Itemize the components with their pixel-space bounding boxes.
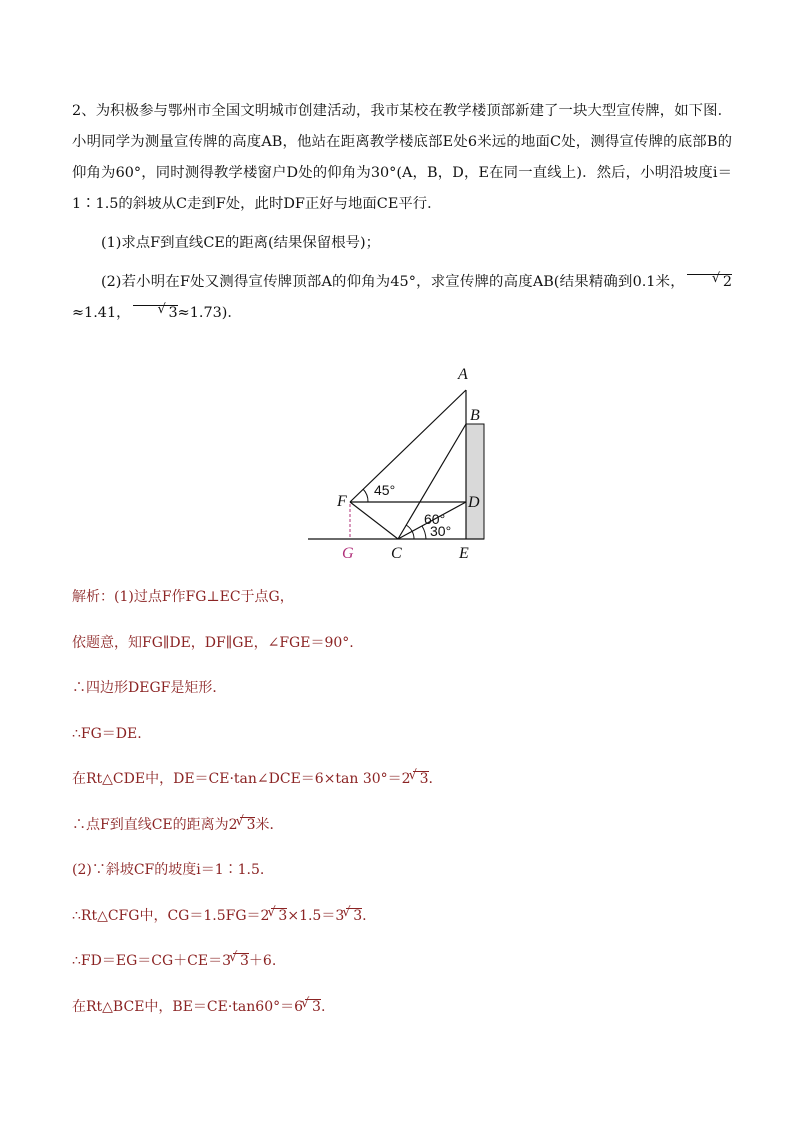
solution-line-10-end: .	[320, 998, 326, 1015]
question-2-approx-3: ≈1.73)．	[177, 305, 242, 321]
label-e: E	[459, 545, 469, 562]
label-a: A	[458, 366, 468, 383]
arc-45	[363, 489, 368, 502]
label-angle-60: 60°	[424, 511, 446, 527]
sqrt-3: √ 3	[413, 771, 429, 786]
sqrt-2: √ 2	[687, 274, 732, 289]
solution-line-3: ∴四边形DEGF是矩形．	[72, 680, 227, 696]
arc-30	[422, 526, 426, 539]
solution-line-10-text: 在Rt△BCE中，BE＝CE·tan60°＝6	[72, 998, 304, 1015]
solution-line-9-text: ∴FD＝EG＝CG＋CE＝3	[72, 953, 231, 969]
solution-line-9	[72, 950, 732, 972]
line-fc	[350, 502, 398, 539]
question-2-text: (2)若小明在F处又测得宣传牌顶部A的仰角为45°，求宣传牌的高度AB(结果精确到0.1米，	[101, 274, 685, 290]
line-fa	[350, 390, 466, 502]
label-angle-30: 30°	[430, 523, 452, 539]
label-f: F	[337, 493, 347, 510]
problem-text: 2、为积极参与鄂州市全国文明城市创建活动，我市某校在教学楼顶部新建了一块大型宣传牌，如下图．小明同学为测量宣传牌的高度AB，他站在距离教学楼底部E处6米远的地面C处，测得宣传牌的底部B的仰角为60°，同时测得教学楼窗户D处的仰角为30°(A，B，D，E在同一直线上)．然后，小明沿坡度i＝1∶1.5的斜坡从C走到F处，此时DF正好与地面CE平行．	[72, 103, 732, 212]
solution-line-2: 依题意，知FG∥DE，DF∥GE，∠FGE＝90°.	[72, 634, 354, 651]
solution-line-8-mid: ×1.5＝3	[287, 907, 345, 924]
solution-line-7: (2)∵斜坡CF的坡度i＝1∶1.5.	[72, 862, 265, 878]
label-c: C	[391, 545, 402, 562]
label-d: D	[468, 494, 480, 511]
solution-line-10	[72, 996, 732, 1018]
solution-line-8	[72, 905, 732, 927]
solution-line-5-end: .	[428, 771, 433, 787]
problem-statement	[72, 96, 732, 329]
question-2	[72, 267, 732, 329]
label-b: B	[470, 407, 480, 424]
label-g: G	[342, 545, 354, 562]
solution-line-6-text: ∴点F到直线CE的距离为2	[72, 816, 238, 833]
sqrt-3: √ 3	[346, 908, 362, 923]
label-angle-45: 45°	[374, 482, 396, 498]
solution	[72, 586, 732, 1041]
question-1: (1)求点F到直线CE的距离(结果保留根号)；	[101, 235, 380, 251]
solution-line-1: 解析：(1)过点F作FG⊥EC于点G，	[72, 589, 294, 605]
solution-line-9-end: ＋6.	[248, 953, 277, 969]
solution-line-8-text: ∴Rt△CFG中，CG＝1.5FG＝2	[72, 907, 270, 924]
sqrt-3: √ 3	[233, 953, 249, 968]
sqrt-3: √ 3	[305, 999, 321, 1014]
solution-line-4: ∴FG＝DE.	[72, 725, 142, 742]
question-2-approx-2: ≈1.41，	[72, 305, 131, 321]
building-wall	[466, 424, 484, 539]
solution-line-8-end: .	[362, 907, 367, 924]
solution-line-5	[72, 768, 732, 790]
geometry-figure	[300, 358, 500, 568]
sqrt-3: √ 3	[133, 305, 178, 320]
sqrt-3: √ 3	[240, 817, 256, 832]
solution-line-5-text: 在Rt△CDE中，DE＝CE·tan∠DCE＝6×tan 30°＝2	[72, 771, 411, 787]
sqrt-3: √ 3	[271, 908, 287, 923]
solution-line-6-end: 米．	[255, 816, 284, 833]
solution-line-6	[72, 814, 732, 836]
